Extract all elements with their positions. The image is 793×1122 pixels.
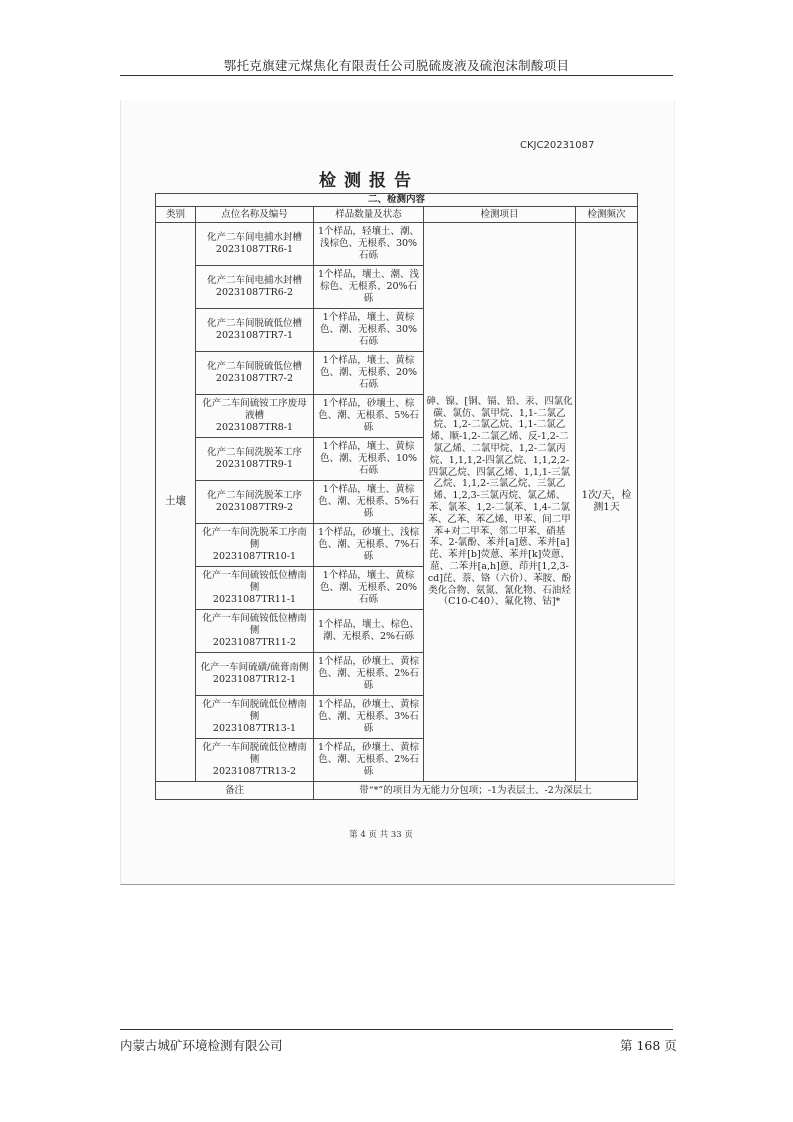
sample-cell: 1个样品，壤土、黄棕色、潮、无根系、20%石砾 bbox=[314, 567, 424, 610]
site-cell bbox=[196, 481, 314, 524]
site-name: 化产二车间脱硫低位槽 bbox=[206, 361, 302, 373]
site-name: 化产一车间硫铵低位槽南侧 bbox=[202, 570, 307, 594]
site-code: 20231087TR8-1 bbox=[215, 421, 294, 433]
col-header-site: 点位名称及编号 bbox=[196, 207, 314, 223]
site-name: 化产一车间硫磺/硫膏南侧 bbox=[200, 662, 309, 674]
site-cell bbox=[196, 395, 314, 438]
note-text: 带“*”的项目为无能力分包项；-1为表层土、-2为深层土 bbox=[314, 782, 638, 800]
site-cell bbox=[196, 438, 314, 481]
site-cell bbox=[196, 223, 314, 266]
sample-cell: 1个样品，壤土、潮、浅棕色、无根系、20%石砾 bbox=[314, 266, 424, 309]
sample-cell: 1个样品，砂壤土、棕色、潮、无根系、5%石砾 bbox=[314, 395, 424, 438]
site-name: 化产二车间硫铵工序废母液槽 bbox=[202, 398, 307, 422]
report-title: 检测报告 bbox=[319, 171, 419, 191]
site-code: 20231087TR13-1 bbox=[212, 722, 297, 734]
site-name: 化产二车间电捕水封槽 bbox=[206, 275, 302, 287]
col-header-sample: 样品数量及状态 bbox=[314, 207, 424, 223]
category-cell: 土壤 bbox=[156, 223, 196, 782]
sample-cell: 1个样品，壤土、黄棕色、潮、无根系、20%石砾 bbox=[314, 352, 424, 395]
site-code: 20231087TR13-2 bbox=[212, 765, 297, 777]
site-cell bbox=[196, 309, 314, 352]
site-code: 20231087TR9-2 bbox=[215, 502, 294, 513]
site-code: 20231087TR7-2 bbox=[215, 373, 294, 384]
footer-company: 内蒙古城矿环境检测有限公司 bbox=[120, 1038, 283, 1053]
site-name: 化产二车间洗脱苯工序 bbox=[206, 447, 302, 459]
sample-cell: 1个样品，砂壤土、黄棕色、潮、无根系、2%石砾 bbox=[314, 739, 424, 782]
sample-cell: 1个样品，壤土、黄棕色、潮、无根系、10%石砾 bbox=[314, 438, 424, 481]
site-code: 20231087TR6-2 bbox=[215, 287, 294, 298]
site-name: 化产二车间脱硫低位槽 bbox=[206, 318, 302, 330]
site-cell bbox=[196, 610, 314, 653]
sample-cell: 1个样品，壤土、黄棕色、潮、无根系、5%石砾 bbox=[314, 481, 424, 524]
sample-cell: 1个样品，砂壤土、黄棕色、潮、无根系、3%石砾 bbox=[314, 696, 424, 739]
col-header-items: 检测项目 bbox=[424, 207, 576, 223]
site-name: 化产一车间脱硫低位槽南侧 bbox=[202, 742, 307, 766]
frequency-cell: 1次/天，检测1天 bbox=[576, 223, 638, 782]
header-divider bbox=[120, 75, 673, 76]
report-page-number: 第 4 页 共 33 页 bbox=[349, 830, 413, 840]
sample-cell: 1个样品，壤土、黄棕色、潮、无根系、30%石砾 bbox=[314, 309, 424, 352]
site-name: 化产一车间洗脱苯工序南侧 bbox=[202, 527, 307, 551]
detection-items-cell: 砷、镍、[铜、镉、铅、汞、四氯化碳、氯仿、氯甲烷、1,1-二氯乙烷、1,2-二氯乙烷、1,1-二氯乙烯、顺-1,2-二氯乙烯、反-1,2-二氯乙烯、二氯甲烷、1,2-二氯丙烷、1,1,1,2-四氯乙烷、1,1,2,2-四氯乙烷、四氯乙烯、1,1,1-三氯乙烷、1,1,2-三氯乙烷、三氯乙烯、1,2,3-三氯丙烷、氯乙烯、苯、氯苯、1,2-二氯苯、1,4-二氯苯、乙苯、苯乙烯、甲苯、间二甲苯+对二甲苯、邻二甲苯、硝基苯、2-氯酚、苯并[a]蒽、苯并[a]芘、苯并[b]荧蒽、苯并[k]荧蒽、䓛、二苯并[a,h]蒽、茚并[1,2,3-cd]芘、萘、铬（六价）、苯胺、酚类化合物、氨氮、氰化物、石油烃（C10-C40）、氟化物、钴]* bbox=[424, 223, 576, 782]
site-code: 20231087TR10-1 bbox=[212, 550, 297, 562]
site-cell bbox=[196, 352, 314, 395]
site-code: 20231087TR12-1 bbox=[212, 674, 297, 685]
section-title: 二、检测内容 bbox=[156, 194, 638, 207]
site-cell bbox=[196, 653, 314, 696]
site-name: 化产二车间电捕水封槽 bbox=[206, 232, 302, 244]
col-header-category: 类别 bbox=[156, 207, 196, 223]
site-name: 化产一车间脱硫低位槽南侧 bbox=[202, 699, 307, 723]
footer-page-number: 第 168 页 bbox=[620, 1038, 677, 1053]
note-label: 备注 bbox=[156, 782, 314, 800]
site-cell bbox=[196, 696, 314, 739]
site-code: 20231087TR9-1 bbox=[215, 459, 294, 470]
detection-content-table bbox=[155, 193, 638, 800]
table-row bbox=[156, 223, 638, 266]
page-header-title: 鄂托克旗建元煤焦化有限责任公司脱硫废液及硫泡沫制酸项目 bbox=[223, 58, 570, 73]
sample-cell: 1个样品，砂壤土、浅棕色、潮、无根系、7%石砾 bbox=[314, 524, 424, 567]
site-code: 20231087TR6-1 bbox=[215, 244, 294, 255]
site-name: 化产二车间洗脱苯工序 bbox=[206, 490, 302, 502]
site-cell bbox=[196, 739, 314, 782]
site-cell bbox=[196, 524, 314, 567]
site-code: 20231087TR7-1 bbox=[215, 330, 294, 341]
sample-cell: 1个样品，壤土、棕色、潮、无根系、2%石砾 bbox=[314, 610, 424, 653]
site-cell bbox=[196, 266, 314, 309]
site-name: 化产一车间硫铵低位槽南侧 bbox=[202, 613, 307, 637]
col-header-frequency: 检测频次 bbox=[576, 207, 638, 223]
report-code: CKJC20231087 bbox=[520, 140, 595, 151]
footer-divider bbox=[120, 1029, 673, 1030]
site-code: 20231087TR11-1 bbox=[212, 593, 297, 605]
sample-cell: 1个样品，砂壤土、黄棕色、潮、无根系、2%石砾 bbox=[314, 653, 424, 696]
site-code: 20231087TR11-2 bbox=[212, 636, 297, 648]
sample-cell: 1个样品，轻壤土、潮、浅棕色、无根系、30%石砾 bbox=[314, 223, 424, 266]
site-cell bbox=[196, 567, 314, 610]
